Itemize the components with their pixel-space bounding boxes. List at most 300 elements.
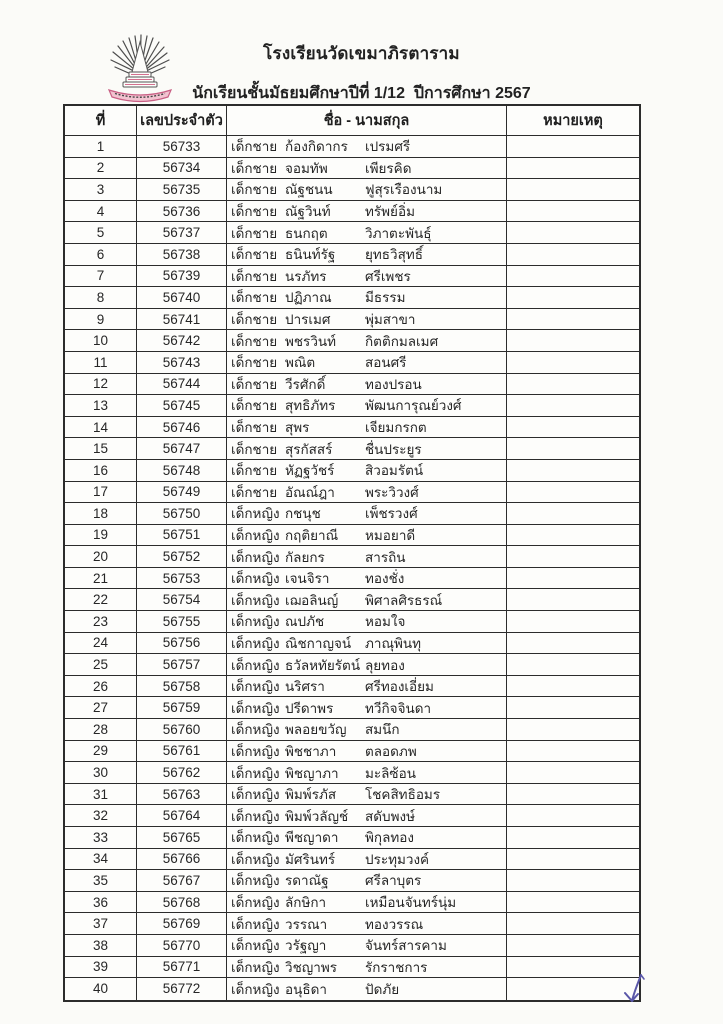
student-first-name: วีรศักดิ์ [285,376,326,392]
cell-student-name [227,158,507,179]
cell-student-name [227,136,507,157]
student-first-name: ธนกฤต [285,225,328,241]
student-first-name: วรรณา [285,916,328,932]
cell-student-id: 56755 [137,611,227,632]
cell-student-id: 56760 [137,719,227,740]
table-row [65,330,639,352]
student-title: เด็กหญิง [231,830,280,846]
cell-row-number: 24 [65,633,137,654]
table-row [65,482,639,504]
cell-student-name [227,762,507,783]
cell-remark [507,697,639,718]
cell-student-id: 56750 [137,503,227,524]
cell-student-id: 56764 [137,805,227,826]
cell-row-number: 27 [65,697,137,718]
table-row [65,935,639,957]
cell-remark [507,395,639,416]
cell-row-number: 23 [65,611,137,632]
cell-remark [507,330,639,351]
cell-student-id: 56753 [137,568,227,589]
student-last-name: ภาณุพินทุ [365,635,422,651]
table-row [65,633,639,655]
student-last-name: ทองปรอน [365,376,422,392]
cell-row-number: 13 [65,395,137,416]
cell-remark [507,654,639,675]
table-row [65,913,639,935]
cell-row-number: 34 [65,849,137,870]
student-title: เด็กหญิง [231,981,280,997]
student-first-name: รดาณัฐ [285,873,329,889]
student-title: เด็กชาย [231,182,278,198]
student-last-name: หมอยาดี [365,527,416,543]
student-last-name: กิตติกมลเมศ [365,333,439,349]
student-first-name: กัลยกร [285,549,325,565]
student-first-name: มัศรินทร์ [285,851,336,867]
student-title: เด็กหญิง [231,895,280,911]
cell-student-name [227,179,507,200]
student-last-name: หอมใจ [365,614,406,630]
student-title: เด็กชาย [231,463,278,479]
student-last-name: ทองวรรณ [365,916,424,932]
student-title: เด็กหญิง [231,506,280,522]
header-student-id: เลขประจำตัว [137,106,227,135]
cell-student-id: 56763 [137,784,227,805]
table-row [65,762,639,784]
student-title: เด็กชาย [231,247,278,263]
student-last-name: ฟูสุรเรืองนาม [365,182,443,198]
cell-row-number: 15 [65,438,137,459]
cell-student-name [227,201,507,222]
table-row [65,244,639,266]
cell-remark [507,762,639,783]
table-row [65,849,639,871]
cell-row-number: 36 [65,892,137,913]
cell-row-number: 39 [65,957,137,978]
cell-student-name [227,633,507,654]
student-first-name: ธวัลหทัยรัตน์ [285,657,361,673]
student-first-name: กฤติยาณี [285,527,339,543]
cell-student-name [227,266,507,287]
cell-student-id: 56771 [137,957,227,978]
cell-row-number: 19 [65,525,137,546]
table-row [65,309,639,331]
student-title: เด็กชาย [231,376,278,392]
student-title: เด็กหญิง [231,635,280,651]
student-title: เด็กชาย [231,484,278,500]
student-title: เด็กชาย [231,398,278,414]
table-row [65,957,639,979]
cell-remark [507,633,639,654]
student-title: เด็กชาย [231,312,278,328]
student-title: เด็กหญิง [231,765,280,781]
table-row [65,784,639,806]
table-row [65,460,639,482]
cell-row-number: 12 [65,374,137,395]
pen-down-arrow-annotation [620,972,650,1008]
student-first-name: พีชญาดา [285,830,339,846]
student-first-name: หัฏฐวัชร์ [285,463,335,479]
table-row [65,374,639,396]
student-last-name: พิกุลทอง [365,830,414,846]
cell-row-number: 20 [65,546,137,567]
cell-student-name [227,676,507,697]
school-name-title: โรงเรียนวัดเขมาภิรตาราม [263,44,460,63]
cell-student-name [227,654,507,675]
cell-remark [507,201,639,222]
cell-student-id: 56759 [137,697,227,718]
cell-student-name [227,784,507,805]
cell-remark [507,417,639,438]
student-first-name: พชรวินท์ [285,333,337,349]
cell-row-number: 25 [65,654,137,675]
student-first-name: ณัฐชนน [285,182,333,198]
cell-remark [507,892,639,913]
cell-student-id: 56742 [137,330,227,351]
cell-student-id: 56733 [137,136,227,157]
cell-row-number: 33 [65,827,137,848]
table-row [65,503,639,525]
student-last-name: มะลิซ้อน [365,765,416,781]
cell-student-name [227,546,507,567]
cell-remark [507,158,639,179]
table-row [65,395,639,417]
cell-remark [507,611,639,632]
cell-student-id: 56743 [137,352,227,373]
student-title: เด็กหญิง [231,959,280,975]
table-row [65,136,639,158]
student-title: เด็กชาย [231,333,278,349]
student-title: เด็กหญิง [231,722,280,738]
cell-remark [507,827,639,848]
cell-remark [507,287,639,308]
cell-remark [507,179,639,200]
student-first-name: พิชญาภา [285,765,339,781]
student-title: เด็กชาย [231,160,278,176]
student-title: เด็กหญิง [231,851,280,867]
student-first-name: ณปภัช [285,614,325,630]
student-first-name: ก้องกิดากร [285,139,348,155]
cell-remark [507,525,639,546]
cell-remark [507,741,639,762]
student-first-name: ณิชกาญจน์ [285,635,352,651]
cell-student-name [227,525,507,546]
cell-row-number: 35 [65,870,137,891]
student-last-name: สารถิน [365,549,406,565]
table-row [65,978,639,1000]
cell-row-number: 31 [65,784,137,805]
header-no: ที่ [65,106,137,135]
student-first-name: จอมทัพ [285,160,328,176]
cell-row-number: 40 [65,978,137,1000]
cell-student-name [227,438,507,459]
cell-row-number: 14 [65,417,137,438]
cell-remark [507,805,639,826]
student-title: เด็กชาย [231,139,278,155]
table-row [65,805,639,827]
cell-student-id: 56745 [137,395,227,416]
student-first-name: อัณณ์ฎา [285,484,335,500]
cell-student-name [227,395,507,416]
table-body [65,136,639,1000]
student-first-name: ปรีดาพร [285,700,334,716]
cell-student-name [227,287,507,308]
cell-remark [507,244,639,265]
cell-student-id: 56736 [137,201,227,222]
cell-student-name [227,805,507,826]
student-last-name: พิศาลศิรธรณ์ [365,592,443,608]
student-first-name: เฌอลินญ์ [285,592,339,608]
student-last-name: ชื่นประยูร [365,441,422,457]
cell-row-number: 16 [65,460,137,481]
cell-row-number: 29 [65,741,137,762]
cell-student-id: 56756 [137,633,227,654]
cell-student-id: 56734 [137,158,227,179]
table-row [65,438,639,460]
cell-row-number: 1 [65,136,137,157]
table-row [65,266,639,288]
student-first-name: เจนจิรา [285,571,330,587]
student-first-name: สุพร [285,420,310,436]
cell-row-number: 9 [65,309,137,330]
cell-remark [507,374,639,395]
cell-student-name [227,330,507,351]
table-row [65,568,639,590]
student-first-name: ลักษิกา [285,895,327,911]
cell-remark [507,352,639,373]
cell-remark [507,913,639,934]
table-row [65,697,639,719]
student-last-name: ศรีทองเอี่ยม [365,679,434,695]
student-last-name: สดับพงษ์ [365,808,415,824]
student-last-name: ศรีเพชร [365,268,411,284]
student-title: เด็กหญิง [231,916,280,932]
student-last-name: วิภาตะพันธุ์ [365,225,432,241]
student-last-name: ทวีกิจจินดา [365,700,432,716]
table-row [65,654,639,676]
student-title: เด็กชาย [231,355,278,371]
student-roster-table [63,104,641,1002]
student-last-name: ลุยทอง [365,657,405,673]
cell-student-name [227,222,507,243]
cell-student-id: 56744 [137,374,227,395]
cell-student-name [227,352,507,373]
student-title: เด็กชาย [231,204,278,220]
student-last-name: โชคสิทธิอมร [365,787,441,803]
student-last-name: เพียรคิด [365,160,412,176]
cell-student-id: 56751 [137,525,227,546]
cell-student-id: 56757 [137,654,227,675]
cell-student-name [227,892,507,913]
cell-student-name [227,935,507,956]
student-first-name: ปารเมศ [285,312,331,328]
cell-row-number: 21 [65,568,137,589]
cell-row-number: 38 [65,935,137,956]
student-title: เด็กหญิง [231,571,280,587]
cell-row-number: 3 [65,179,137,200]
cell-student-id: 56766 [137,849,227,870]
student-first-name: สุทธิภัทร [285,398,336,414]
cell-student-id: 56749 [137,482,227,503]
table-row [65,589,639,611]
table-row [65,287,639,309]
cell-remark [507,482,639,503]
table-row [65,525,639,547]
cell-row-number: 17 [65,482,137,503]
cell-student-id: 56769 [137,913,227,934]
cell-student-name [227,611,507,632]
cell-student-name [227,503,507,524]
student-first-name: นริศรา [285,679,325,695]
student-title: เด็กหญิง [231,808,280,824]
cell-remark [507,503,639,524]
cell-student-name [227,417,507,438]
cell-student-name [227,978,507,1000]
cell-student-id: 56737 [137,222,227,243]
student-last-name: เหมือนจันทร์นุ่ม [365,895,457,911]
cell-student-id: 56762 [137,762,227,783]
cell-row-number: 28 [65,719,137,740]
cell-student-name [227,568,507,589]
cell-student-name [227,741,507,762]
cell-row-number: 6 [65,244,137,265]
cell-student-id: 56752 [137,546,227,567]
student-last-name: พัฒนการุณย์วงศ์ [365,398,462,414]
student-title: เด็กหญิง [231,700,280,716]
cell-remark [507,460,639,481]
cell-remark [507,222,639,243]
cell-student-id: 56735 [137,179,227,200]
student-title: เด็กชาย [231,290,278,306]
cell-student-id: 56758 [137,676,227,697]
table-row [65,892,639,914]
cell-row-number: 30 [65,762,137,783]
student-first-name: สุรกัสสร์ [285,441,333,457]
student-first-name: พิชชาภา [285,743,337,759]
cell-student-id: 56741 [137,309,227,330]
student-first-name: พิมพ์วลัญช์ [285,808,349,824]
cell-student-id: 56761 [137,741,227,762]
table-row [65,417,639,439]
student-last-name: เจียมกรกต [365,420,427,436]
student-title: เด็กหญิง [231,527,280,543]
student-last-name: มีธรรม [365,290,406,306]
table-row [65,676,639,698]
student-last-name: เพ็ชรวงศ์ [365,506,418,522]
student-title: เด็กหญิง [231,549,280,565]
cell-row-number: 4 [65,201,137,222]
cell-remark [507,266,639,287]
cell-student-id: 56748 [137,460,227,481]
cell-remark [507,849,639,870]
cell-remark [507,784,639,805]
cell-remark [507,935,639,956]
cell-student-name [227,957,507,978]
student-last-name: พระวิวงศ์ [365,484,419,500]
cell-student-name [227,244,507,265]
cell-remark [507,309,639,330]
cell-student-name [227,827,507,848]
student-last-name: ตลอดภพ [365,743,417,759]
student-last-name: สอนศรี [365,355,407,371]
cell-remark [507,676,639,697]
cell-remark [507,438,639,459]
table-row [65,546,639,568]
student-title: เด็กหญิง [231,679,280,695]
document-header [0,40,723,106]
student-first-name: ณัฐวินท์ [285,204,331,220]
student-title: เด็กชาย [231,268,278,284]
cell-row-number: 8 [65,287,137,308]
header-name: ชื่อ - นามสกุล [227,106,507,135]
student-first-name: วรัฐญา [285,938,327,954]
cell-student-name [227,913,507,934]
cell-student-id: 56772 [137,978,227,1000]
student-title: เด็กหญิง [231,743,280,759]
student-title: เด็กชาย [231,225,278,241]
header-remark: หมายเหตุ [543,113,603,129]
cell-row-number: 2 [65,158,137,179]
cell-student-name [227,849,507,870]
table-header-row [65,106,639,136]
table-row [65,611,639,633]
cell-student-id: 56739 [137,266,227,287]
student-title: เด็กหญิง [231,657,280,673]
student-first-name: ปฏิภาณ [285,290,332,306]
table-row [65,179,639,201]
student-last-name: ปัดภัย [365,981,400,997]
student-last-name: สมนึก [365,722,400,738]
cell-student-id: 56768 [137,892,227,913]
cell-student-name [227,719,507,740]
student-last-name: ยุทธวิสุทธิ์ [365,247,424,263]
table-row [65,827,639,849]
student-last-name: สิวอมรัตน์ [365,463,424,479]
student-title: เด็กหญิง [231,614,280,630]
cell-remark [507,546,639,567]
class-year-subtitle: นักเรียนชั้นมัธยมศึกษาปีที่ 1/12 ปีการศึกษา 2567 [192,85,531,102]
student-last-name: ศรีลาบุตร [365,873,422,889]
student-first-name: อนุธิดา [285,981,327,997]
cell-student-id: 56747 [137,438,227,459]
cell-row-number: 32 [65,805,137,826]
student-title: เด็กหญิง [231,873,280,889]
student-first-name: ธนินท์รัฐ [285,247,336,263]
student-last-name: ทองชั่ง [365,571,405,587]
cell-student-name [227,697,507,718]
cell-student-id: 56738 [137,244,227,265]
cell-student-id: 56770 [137,935,227,956]
student-last-name: จันทร์สารคาม [365,938,447,954]
student-last-name: รักราชการ [365,959,428,975]
table-row [65,158,639,180]
student-title: เด็กชาย [231,441,278,457]
student-last-name: พุ่มสาขา [365,312,416,328]
student-first-name: พณิต [285,355,316,371]
cell-row-number: 26 [65,676,137,697]
cell-student-name [227,309,507,330]
table-row [65,741,639,763]
cell-remark [507,870,639,891]
cell-row-number: 37 [65,913,137,934]
cell-student-id: 56767 [137,870,227,891]
student-title: เด็กหญิง [231,592,280,608]
table-row [65,352,639,374]
cell-student-name [227,460,507,481]
student-last-name: ประทุมวงค์ [365,851,430,867]
cell-student-id: 56746 [137,417,227,438]
cell-student-name [227,589,507,610]
cell-remark [507,589,639,610]
